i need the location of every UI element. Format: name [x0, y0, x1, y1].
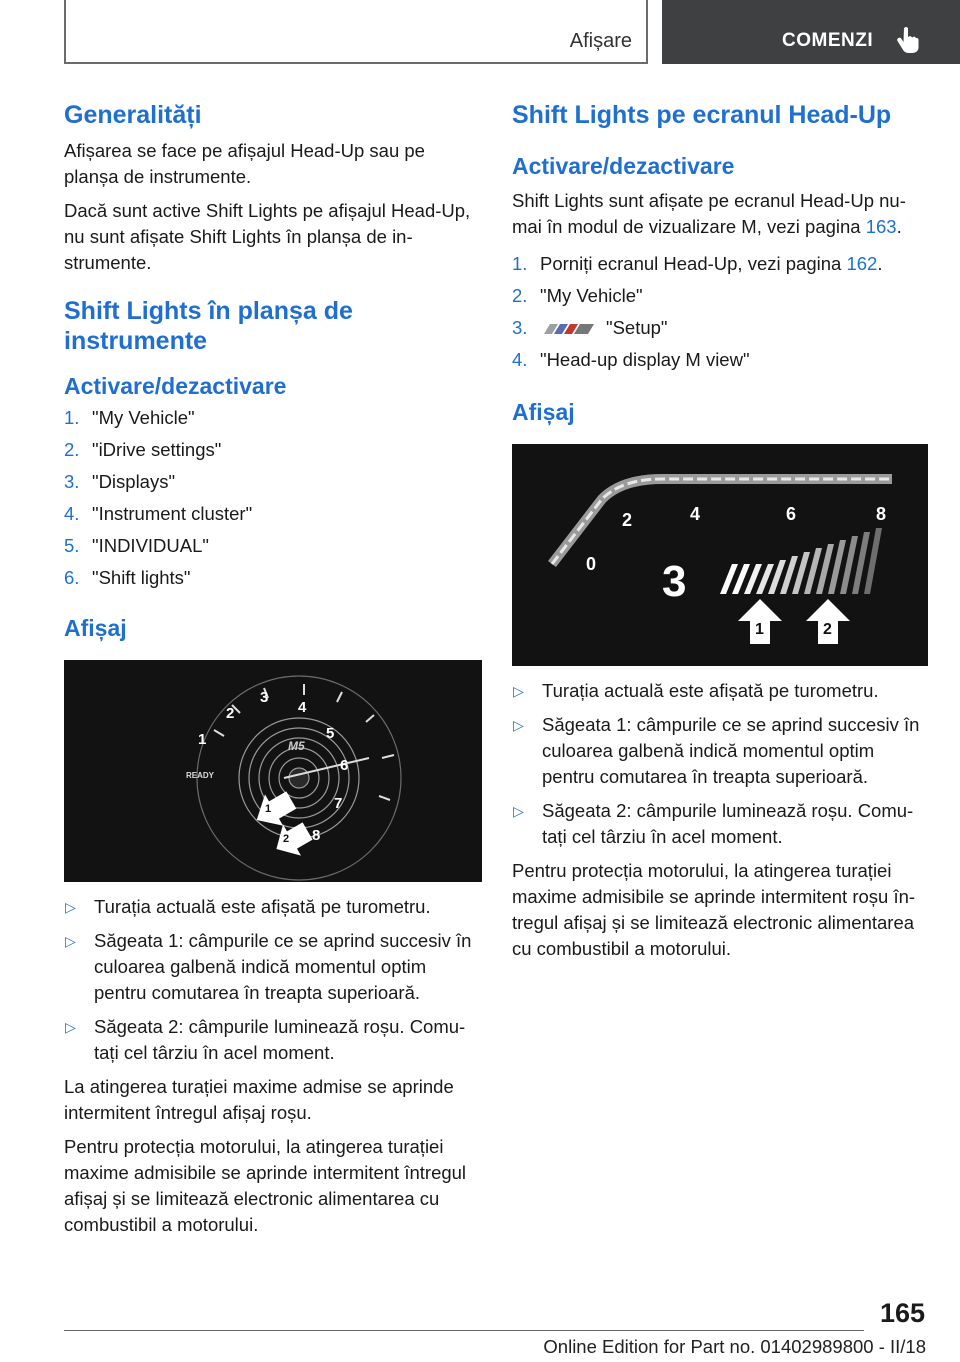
- step-number: 1.: [512, 253, 528, 274]
- subheading-activation: Activare/dezactivare: [512, 153, 735, 179]
- page-number: 165: [880, 1298, 926, 1328]
- step-number: 6.: [64, 567, 80, 588]
- paragraph: [512, 188, 930, 240]
- hud-gear: 3: [662, 557, 687, 606]
- gauge-digit: 7: [334, 795, 343, 812]
- list-item: [64, 562, 482, 594]
- gauge-digit: 2: [226, 705, 235, 722]
- bullet-text: Turația actuală este afișată pe turometru.: [94, 896, 431, 917]
- step-text: "iDrive settings": [92, 439, 222, 460]
- title-line: instrumente: [64, 327, 208, 355]
- gauge-digit: 5: [326, 725, 335, 742]
- gauge-digit: 3: [260, 689, 269, 706]
- section-title-hud: Shift Lights pe ecranul Head-Up: [512, 101, 892, 129]
- hud-digit: 0: [586, 554, 597, 574]
- triangle-bullet-icon: ▷: [65, 933, 76, 949]
- gauge-ready-label: READY: [186, 771, 215, 780]
- arrow-1-label: 1: [755, 621, 764, 638]
- section-title-cluster: [64, 296, 482, 356]
- triangle-bullet-icon: ▷: [65, 1019, 76, 1035]
- m-logo-icon: [540, 322, 596, 336]
- step-text: "Displays": [92, 471, 176, 492]
- triangle-bullet-icon: ▷: [513, 717, 524, 733]
- list-item: [512, 312, 930, 344]
- arrow-2-label: 2: [283, 833, 290, 845]
- paragraph: Pentru protecția motorului, la atingerea turației maxime admisibile se aprinde intermitent roșu în-tregul afișaj și se limitează electronic alimentarea cu combustibil a motorului.: [512, 860, 916, 959]
- subheading-display: Afișaj: [512, 399, 575, 425]
- step-text: "My Vehicle": [92, 407, 195, 428]
- step-text: "Shift lights": [92, 567, 191, 588]
- bullet-text: Săgeata 2: câmpurile luminează roșu. Comu-tați cel târziu în acel moment.: [542, 800, 914, 847]
- paragraph: Pentru protecția motorului, la atingerea turației maxime admisibile se aprinde intermitent întregul afișaj și se limitează electronic alimentarea cu combustibil a motorului.: [64, 1136, 467, 1235]
- list-item: [512, 280, 930, 312]
- arrow-2-label: 2: [823, 621, 832, 638]
- step-number: 5.: [64, 535, 80, 556]
- list-item: [512, 248, 930, 280]
- step-number: 1.: [64, 407, 80, 428]
- text-span: .: [896, 216, 902, 237]
- footer-edition: Online Edition for Part no. 01402989800 - II/18: [543, 1336, 926, 1357]
- step-number: 3.: [64, 471, 80, 492]
- list-item: [64, 1014, 482, 1066]
- list-item: [64, 434, 482, 466]
- arrow-1-label: 1: [265, 803, 272, 815]
- list-item: [64, 530, 482, 562]
- left-column: [64, 100, 482, 1238]
- step-text: "INDIVIDUAL": [92, 535, 209, 556]
- step-number: 4.: [512, 349, 528, 370]
- triangle-bullet-icon: ▷: [513, 683, 524, 699]
- step-text: "My Vehicle": [540, 285, 643, 306]
- text-span: Shift Lights sunt afișate pe ecranul Head-Up nu-mai în modul de vizualizare M, vezi pagina: [512, 190, 906, 237]
- step-number: 2.: [64, 439, 80, 460]
- section-title-general: Generalități: [64, 101, 202, 129]
- list-item: [512, 798, 930, 850]
- bullet-text: Turația actuală este afișată pe turometru.: [542, 680, 879, 701]
- page-link-163[interactable]: 163: [865, 216, 897, 237]
- right-column: [512, 100, 930, 962]
- bullet-list: [512, 678, 930, 850]
- bullet-text: Săgeata 1: câmpurile ce se aprind succesiv în culoarea galbenă indică momentul optim pentru comutarea în treapta superioară.: [542, 714, 920, 787]
- hud-image: [512, 444, 928, 666]
- footer-divider: [64, 1330, 864, 1331]
- gauge-m-logo: M5: [288, 739, 305, 753]
- steps-list: [512, 248, 930, 376]
- page-link-162[interactable]: 162: [846, 253, 878, 274]
- paragraph: La atingerea turației maxime admise se aprinde intermitent întregul afișaj roșu.: [64, 1076, 454, 1123]
- bullet-text: Săgeata 2: câmpurile luminează roșu. Comu-tați cel târziu în acel moment.: [94, 1016, 466, 1063]
- list-item: [512, 344, 930, 376]
- list-item: [64, 894, 482, 920]
- hud-digit: 2: [622, 510, 633, 530]
- triangle-bullet-icon: ▷: [65, 899, 76, 915]
- step-number: 4.: [64, 503, 80, 524]
- hud-digit: 4: [690, 504, 701, 524]
- hud-digit: 6: [786, 504, 797, 524]
- step-text: Porniți ecranul Head-Up, vezi pagina: [540, 253, 847, 274]
- list-item: [64, 498, 482, 530]
- step-number: 3.: [512, 317, 528, 338]
- header-chapter-label[interactable]: COMENZI: [782, 30, 874, 51]
- gauge-digit: 6: [340, 757, 349, 774]
- bullet-list: [64, 894, 482, 1066]
- list-item: [64, 928, 482, 1006]
- step-text: "Head-up display M view": [540, 349, 750, 370]
- step-text: "Instrument cluster": [92, 503, 253, 524]
- tachometer-image: [64, 660, 482, 882]
- title-line: Shift Lights în planșa de: [64, 297, 353, 325]
- gauge-digit: 8: [312, 827, 321, 844]
- paragraph: Afișarea se face pe afișajul Head-Up sau pe planșa de instrumente.: [64, 140, 425, 187]
- bullet-text: Săgeata 1: câmpurile ce se aprind succesiv în culoarea galbenă indică momentul optim pentru comutarea în treapta superioară.: [94, 930, 472, 1003]
- header-section-box: [64, 0, 648, 64]
- gauge-digit: 4: [298, 699, 307, 716]
- triangle-bullet-icon: ▷: [513, 803, 524, 819]
- pointing-hand-icon: [896, 26, 920, 54]
- list-item: [64, 466, 482, 498]
- step-text: "Setup": [606, 317, 668, 338]
- list-item: [64, 402, 482, 434]
- hud-digit: 8: [876, 504, 887, 524]
- gauge-digit: 1: [198, 731, 207, 748]
- steps-list: [64, 402, 482, 594]
- paragraph: Dacă sunt active Shift Lights pe afișajul Head-Up, nu sunt afișate Shift Lights în planșa de in-strumente.: [64, 200, 471, 273]
- subheading-activation: Activare/dezactivare: [64, 373, 287, 399]
- step-number: 2.: [512, 285, 528, 306]
- list-item: [512, 678, 930, 704]
- step-text: .: [877, 253, 883, 274]
- subheading-display: Afișaj: [64, 615, 127, 641]
- list-item: [512, 712, 930, 790]
- header-section-title: Afișare: [569, 30, 632, 52]
